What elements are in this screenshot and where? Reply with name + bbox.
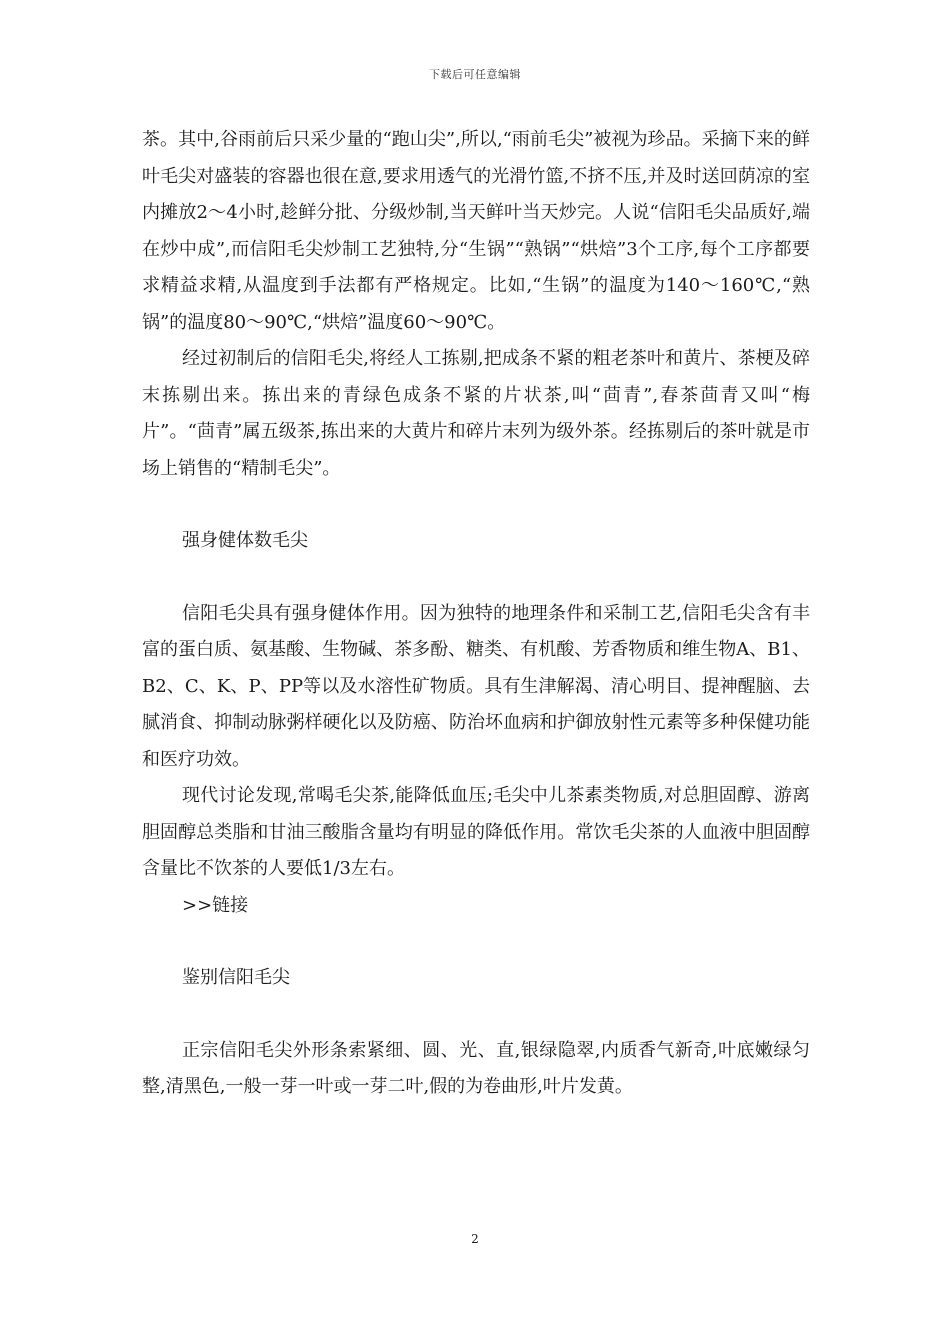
- section-heading-identify: 鉴别信阳毛尖: [182, 967, 290, 988]
- spacer: [142, 924, 810, 960]
- section-heading-health: 强身健体数毛尖: [182, 530, 308, 551]
- spacer: [142, 560, 810, 596]
- paragraph-identification: 正宗信阳毛尖外形条索紧细、圆、光、直,银绿隐翠,内质香气新奇,叶底嫩绿匀整,清黑色,一般一芽一叶或一芽二叶,假的为卷曲形,叶片发黄。: [142, 1039, 810, 1097]
- paragraph-health-benefits: 信阳毛尖具有强身健体作用。因为独特的地理条件和采制工艺,信阳毛尖含有丰富的蛋白质、氨基酸、生物碱、茶多酚、糖类、有机酸、芳香物质和维生物A、B1、B2、C、K、P、PP等以及水溶性矿物质。具有生津解渴、清心明目、提神醒脑、去腻消食、抑制动脉粥样硬化以及防癌、防治坏血病和护御放射性元素等多种保健功能和医疗功效。: [142, 602, 810, 770]
- page-number: 2: [471, 1232, 479, 1246]
- page-header: 下载后可任意编辑: [429, 68, 521, 81]
- paragraph-sorting: 经过初制后的信阳毛尖,将经人工拣剔,把成条不紧的粗老茶叶和黄片、茶梗及碎末拣剔出来。拣出来的青绿色成条不紧的片状茶,叫“茴青”,春茶茴青又叫“梅片”。“茴青”属五级茶,拣出来的大黄片和碎片末列为级外茶。经拣剔后的茶叶就是市场上销售的“精制毛尖”。: [142, 348, 810, 479]
- paragraph-research: 现代讨论发现,常喝毛尖茶,能降低血压;毛尖中儿茶素类物质,对总胆固醇、游离胆固醇总类脂和甘油三酸脂含量均有明显的降低作用。常饮毛尖茶的人血液中胆固醇含量比不饮茶的人要低1/3左右。: [142, 785, 810, 879]
- document-body: [142, 122, 810, 1106]
- paragraph-tea-picking: 茶。其中,谷雨前后只采少量的“跑山尖”,所以,“雨前毛尖”被视为珍品。采摘下来的鲜叶毛尖对盛装的容器也很在意,要求用透气的光滑竹篮,不挤不压,并及时送回荫凉的室内摊放2～4小时,趁鲜分批、分级炒制,当天鲜叶当天炒完。人说“信阳毛尖品质好,端在炒中成”,而信阳毛尖炒制工艺独特,分“生锅”“熟锅”“烘焙”3个工序,每个工序都要求精益求精,从温度到手法都有严格规定。比如,“生锅”的温度为140～160℃,“熟锅”的温度80～90℃,“烘焙”温度60～90℃。: [142, 129, 810, 333]
- link-label: >>链接: [182, 894, 249, 916]
- spacer: [142, 487, 810, 523]
- spacer: [142, 997, 810, 1033]
